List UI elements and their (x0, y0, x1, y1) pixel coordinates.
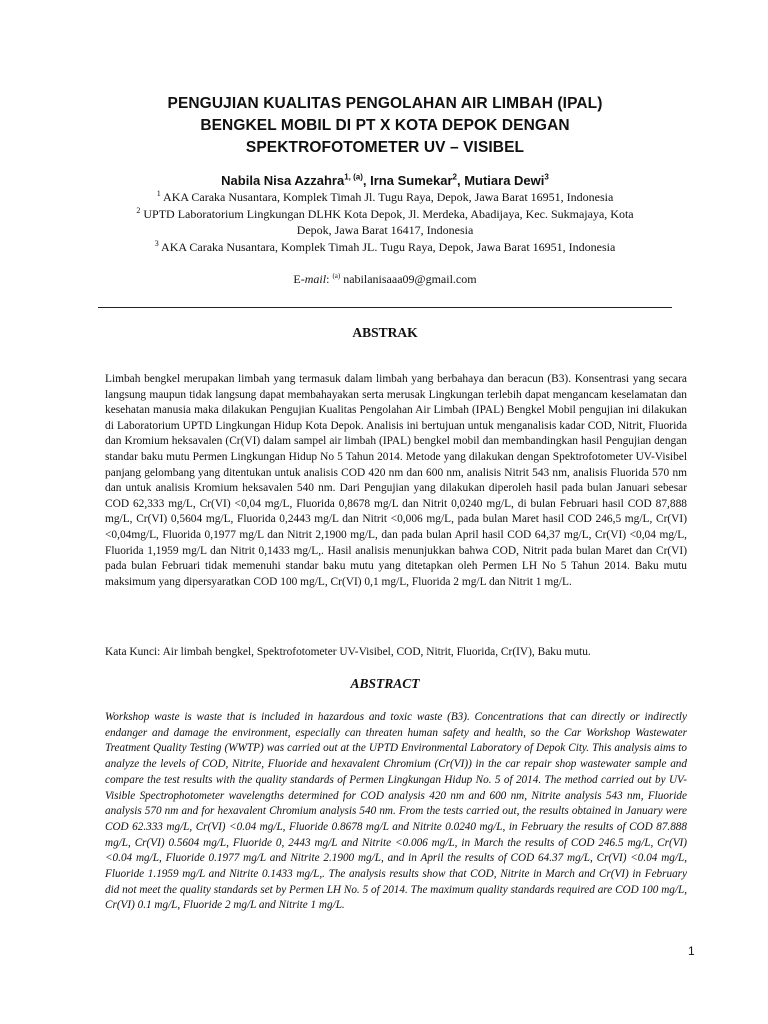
affiliation-text: AKA Caraka Nusantara, Komplek Timah JL. Tugu Raya, Depok, Jawa Barat 16951, Indonesia (161, 240, 616, 254)
email-prefix: E- (293, 272, 305, 286)
title-line-3: SPEKTROFOTOMETER UV – VISIBEL (245, 139, 525, 156)
author-affiliation-marker: 1, (a) (344, 172, 363, 182)
affiliation-text: UPTD Laboratorium Lingkungan DLHK Kota Depok, Jl. Merdeka, Abadijaya, Kec. Sukmajaya, Kota (143, 207, 634, 221)
page-number: 1 (688, 944, 695, 958)
affiliation-text-continued: Depok, Jawa Barat 16417, Indonesia (296, 223, 474, 237)
corresponding-email (98, 271, 672, 287)
author-list (98, 172, 672, 190)
email-address[interactable]: nabilanisaaa09@gmail.com (343, 272, 477, 286)
abstract-heading: ABSTRACT (350, 676, 420, 691)
affiliation-number: 2 (136, 206, 141, 215)
header-divider (98, 307, 672, 308)
affiliation-text: AKA Caraka Nusantara, Komplek Timah Jl. Tugu Raya, Depok, Jawa Barat 16951, Indonesia (163, 190, 614, 204)
affiliation-1 (98, 189, 672, 205)
title-line-1: PENGUJIAN KUALITAS PENGOLAHAN AIR LIMBAH (IPAL) (167, 95, 603, 112)
affiliation-2 (98, 206, 672, 238)
affiliation-3 (98, 239, 672, 255)
affiliation-number: 1 (156, 189, 161, 198)
keywords: Kata Kunci: Air limbah bengkel, Spektrofotometer UV-Visibel, COD, Nitrit, Fluorida, Cr(IV), Baku mutu. (105, 646, 591, 658)
email-colon: : (326, 272, 330, 286)
author-affiliation-marker: 3 (544, 172, 549, 182)
author-name: Irna Sumekar (370, 173, 453, 188)
affiliation-number: 3 (154, 239, 159, 248)
author-name: Nabila Nisa Azzahra (221, 173, 345, 188)
author-separator: , (362, 173, 371, 188)
author-affiliation-marker: 2 (452, 172, 457, 182)
author-separator: , (456, 173, 465, 188)
paper-title (98, 93, 672, 159)
abstrak-heading: ABSTRAK (352, 325, 418, 340)
email-label: mail (304, 272, 327, 286)
author-name: Mutiara Dewi (464, 173, 545, 188)
abstrak-body: Limbah bengkel merupakan limbah yang termasuk dalam limbah yang berbahaya dan beracun (B3). Konsentrasi yang secara langsung maupun tidak langsung dapat membahayakan serta merusak Lingkungan terlebih dapat mengancam keselamatan dan kesehatan manusia maka dilakukan Pengujian Kualitas Pengolahan Air Limbah (IPAL) Bengkel Mobil pengujian ini dilakukan di Laboratorium UPTD Lingkungan Hidup Kota Depok. Analisis ini bertujuan untuk menganalisis kadar COD, Nitrit, Fluorida dan Kromium heksavalen (Cr(VI) dalam sampel air limbah (IPAL) bengkel mobil dan membandingkan hasil Pengujian dengan standar baku mutu Permen Lingkungan Hidup No 5 Tahun 2014. Metode yang dilakukan dengan Spektrofotometer UV-Visibel panjang gelombang yang ditentukan untuk analisis COD 420 nm dan 600 nm, analisis Nitrit 543 nm, analisis Fluorida 570 nm dan untuk analisis Kromium heksavalen 540 nm. Dari Pengujian yang dilakukan diperoleh hasil pada bulan Januari sebesar COD 62,333 mg/L, Cr(VI) <0,04 mg/L, Fluorida 0,8678 mg/L dan Nitrit 0,0240 mg/L, di bulan Februari hasil COD 87,888 mg/L, Cr(VI) 0,5604 mg/L, Fluorida 0,2443 mg/L dan Nitrit <0,006 mg/L, pada bulan Maret hasil COD 246,5 mg/L, Cr(VI) <0,04mg/L, Fluorida 0,1977 mg/L dan Nitrit 2,1900 mg/L, dan pada bulan April hasil COD 64,37 mg/L, Cr(VI) <0,04 mg/L, Fluorida 1,1959 mg/L dan Nitrit 0,1433 mg/L,. Hasil analisis menunjukkan bahwa COD, Nitrit pada bulan Maret dan Cr(VI) pada bulan Februari tidak memenuhi standar baku mutu yang ditetapkan oleh Permen LH No 5 Tahun 2014. Baku mutu maksimum yang dipersyaratkan COD 100 mg/L, Cr(VI) 0,1 mg/L, Fluorida 2 mg/L dan Nitrit 1 mg/L. (105, 373, 687, 588)
email-marker: (a) (332, 272, 341, 280)
abstract-body: Workshop waste is waste that is included in hazardous and toxic waste (B3). Concentrations that can directly or indirectly endanger and damage the environment, especially can threaten human safety and health, so the Car Workshop Wastewater Treatment Quality Testing (WWTP) was carried out at the UPTD Environmental Laboratory of Depok City. This analysis aims to analyze the levels of COD, Nitrite, Fluoride and hexavalent Chromium (Cr(VI)) in the car repair shop wastewater sample and compare the test results with the quality standards of Permen Lingkungan Hidup No. 5 of 2014. The method carried out by UV-Visible Spectrophotometer wavelengths determined for COD analysis 420 nm and 600 nm, Nitrite analysis 543 nm, Fluoride analysis 570 nm and for hexavalent Chromium analysis 540 nm. From the tests carried out, the results obtained in January were COD 62.333 mg/L, Cr(VI) <0.04 mg/L, Fluoride 0.8678 mg/L and Nitrite 0.0240 mg/L, in February the results of COD 87.888 mg/L, Cr(VI) 0.5604 mg/L, Fluoride 0, 2443 mg/L and Nitrite <0.006 mg/L, in March the results of COD 246.5 mg/L, Cr(VI) <0.04 mg/L, Fluoride 0.1977 mg/L and Nitrite 2.1900 mg/L, and in April the results of COD 64.37 mg/L, Cr(VI) <0.04 mg/L, Fluoride 1.1959 mg/L and Nitrite 0.1433 mg/L,. The analysis results show that COD, Nitrite in March and Cr(VI) in February did not meet the quality standards set by Permen LH No. 5 of 2014. The maximum quality standards required are COD 100 mg/L, Cr(VI) 0.1 mg/L, Fluoride 2 mg/L and Nitrite 1 mg/L. (105, 711, 687, 912)
title-line-2: BENGKEL MOBIL DI PT X KOTA DEPOK DENGAN (200, 117, 570, 134)
